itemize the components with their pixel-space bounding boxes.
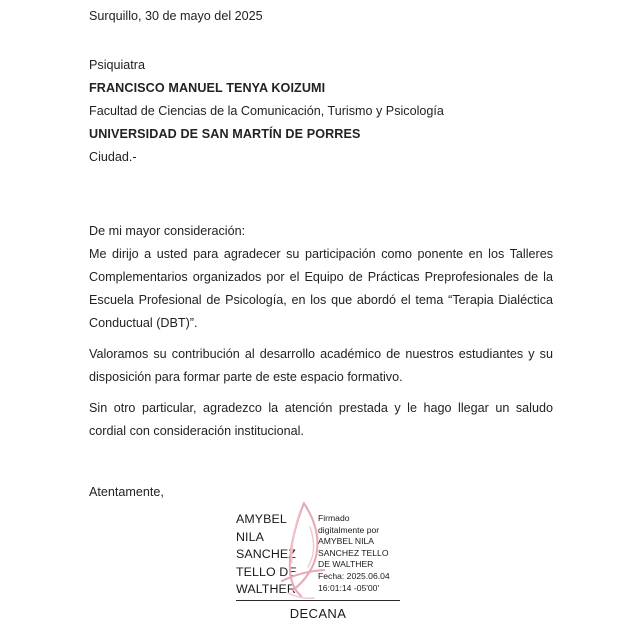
recipient-line-faculty: Facultad de Ciencias de la Comunicación, Turismo y Psicología [89, 104, 444, 118]
body-paragraph-2: Valoramos su contribución al desarrollo académico de nuestros estudiantes y su disposición para formar parte de este espacio formativo. [89, 347, 553, 384]
body-paragraph-1: Me dirijo a usted para agradecer su participación como ponente en los Talleres Complementarios organizados por el Equipo de Prácticas Preprofesionales de la Escuela Profesional de Psicología, en los que abordó el tema “Terapia Dialéctica Conductual (DBT)”. [89, 247, 553, 330]
signature-block [236, 505, 436, 635]
signer-role: DECANA [289, 606, 347, 621]
recipient-line-city: Ciudad.- [89, 150, 137, 164]
letter-body [89, 220, 553, 443]
recipient-line-name: FRANCISCO MANUEL TENYA KOIZUMI [89, 81, 326, 95]
sig-detail-line: Fecha: 2025.06.04 [318, 570, 390, 581]
sig-detail-line: SANCHEZ TELLO [318, 547, 389, 558]
digital-signature-details [318, 513, 402, 594]
recipient-line-title: Psiquiatra [89, 58, 146, 72]
body-paragraph-3: Sin otro particular, agradezco la atención prestada y le hago llegar un saludo cordial con consideración institucional. [89, 401, 553, 438]
recipient-block [89, 54, 553, 169]
closing-line: Atentamente, [89, 485, 164, 499]
recipient-line-university: UNIVERSIDAD DE SAN MARTÍN DE PORRES [89, 127, 361, 141]
signature-rule [236, 600, 400, 601]
sig-detail-line: DE WALTHER [318, 559, 374, 570]
sig-detail-line: digitalmente por [318, 524, 380, 535]
place-and-date: Surquillo, 30 de mayo del 2025 [89, 9, 263, 23]
signature-signer-name: AMYBEL NILA SANCHEZ TELLO DE WALTHER [236, 512, 297, 597]
salutation: De mi mayor consideración: [89, 224, 246, 238]
sig-detail-line: 16:01:14 -05'00' [318, 582, 380, 593]
sig-detail-line: Firmado [318, 513, 350, 523]
digital-signature-stamp [236, 505, 400, 621]
sig-detail-line: AMYBEL NILA [318, 536, 375, 547]
